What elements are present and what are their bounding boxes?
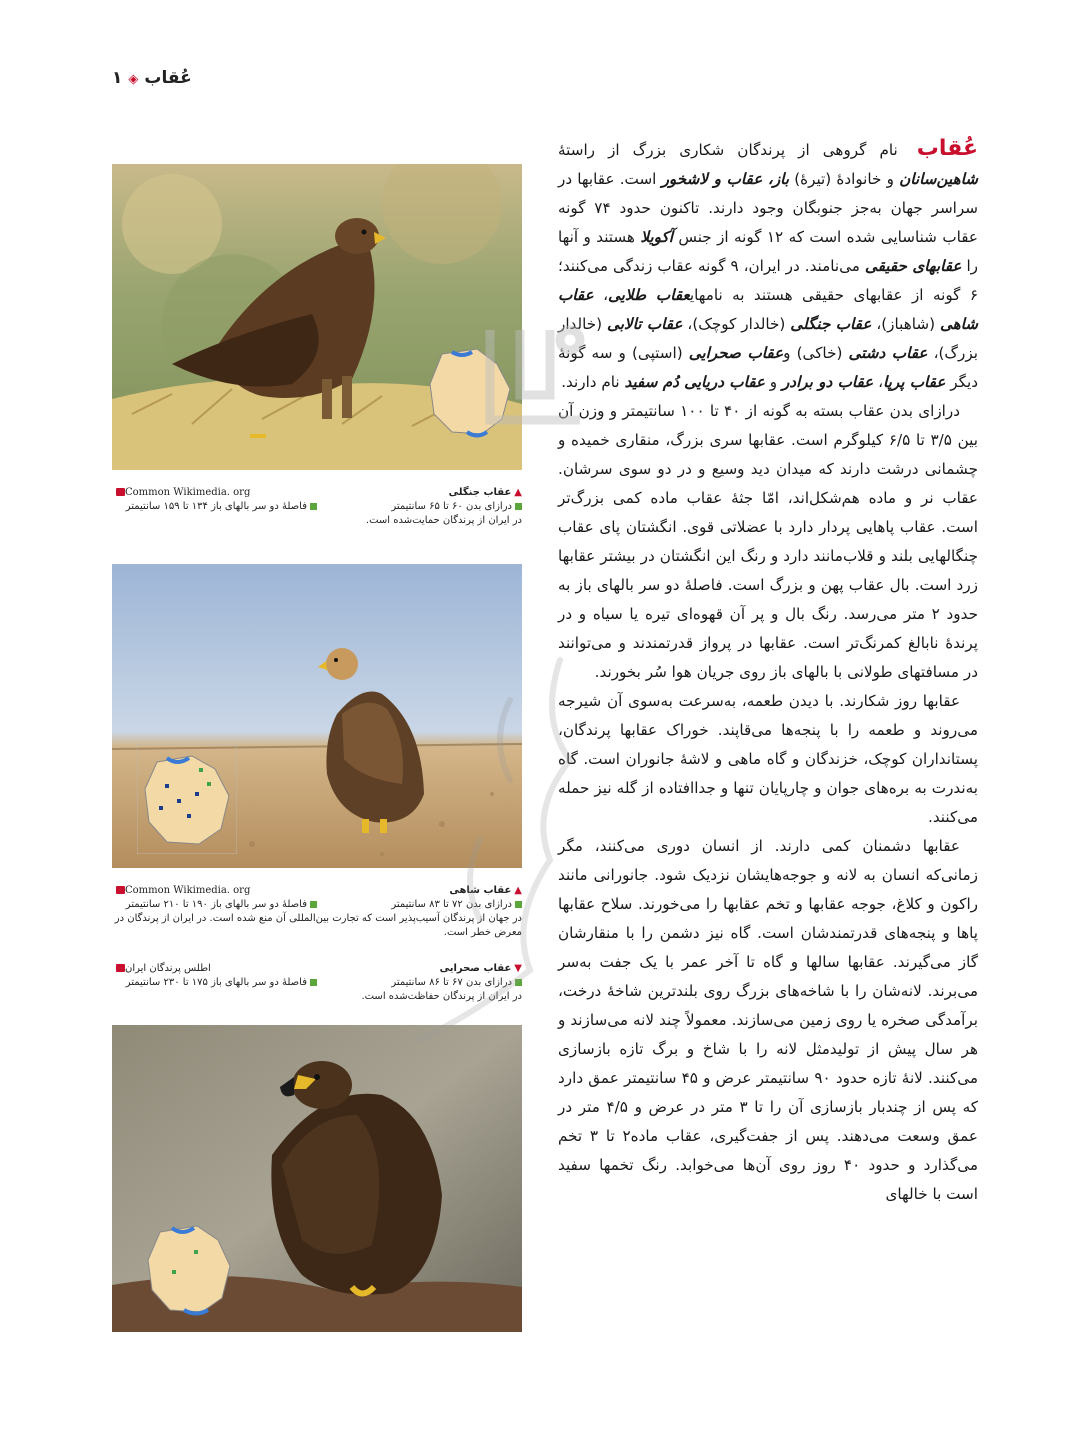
caption-imperial-eagle	[112, 884, 522, 940]
text-run: می‌نامند. در ایران، ۹ گونه عقاب زندگی می‌کنند؛ ۶ گونه از عقابهای حقیقی هستند به نامهای	[558, 257, 978, 304]
article-body	[558, 134, 978, 1209]
text-run: و	[764, 373, 782, 391]
text-run: است. عقابها در سراسر جهان به‌جز جنوبگان وجود دارند. تاکنون حدود ۷۴ گونه عقاب شناسایی شده است که ۱۲ گونه از جنس	[558, 170, 978, 246]
text-run: (شاهباز)،	[871, 315, 940, 333]
article-paragraph-1	[558, 134, 978, 397]
camera-icon	[116, 964, 125, 972]
body-length: درازای بدن ۶۷ تا ۸۶ سانتیمتر	[391, 977, 512, 988]
page-title: عُقاب	[144, 68, 192, 88]
bold-term: آکویلا	[640, 228, 673, 246]
photo-lesser-spotted-eagle	[112, 164, 522, 470]
page-number: ۱	[112, 68, 123, 88]
bold-term: عقاب جنگلی	[790, 315, 872, 333]
bold-term: عقاب پرپا	[882, 373, 946, 391]
bold-term: باز، عقاب و لاشخور	[661, 170, 790, 188]
species-name: عقاب شاهی	[449, 885, 512, 896]
text-run: ،	[593, 286, 608, 304]
bold-term: عقاب دو برادر	[781, 373, 874, 391]
wingspan: فاصلهٔ دو سر بالهای باز ۱۳۴ تا ۱۵۹ سانتیمتر	[125, 501, 307, 512]
text-run: (خاکی) و	[783, 344, 849, 362]
wingspan: فاصلهٔ دو سر بالهای باز ۱۹۰ تا ۲۱۰ سانتیمتر	[125, 899, 307, 910]
bold-term: عقاب دشتی	[848, 344, 928, 362]
triangle-icon: ▲	[514, 885, 522, 896]
article-paragraph-4: عقابها دشمنان کمی دارند. از انسان دوری می‌کنند، مگر زمانی‌که انسان به لانه و جوجه‌هایشان نزدیک شود. جانورانی مانند راکون و کلاغ، جوجه عقابها و تخم عقابها را می‌خورند. سلاح عقابها پاها و پنجه‌های قدرتمندشان است. گاه نیز دشمن را با منقارشان گاز می‌گیرند. عقابها سالها و گاه تا آخر عمر با یک جفت به‌سر می‌برند. لانه‌شان را با شاخه‌های بزرگ روی بلندترین شاخهٔ درخت، برآمدگی صخره یا روی زمین می‌سازند. معمولاً چند لانه می‌سازند و هر سال پیش از تولیدمثل لانه را با شاخ و برگ تازه بازسازی می‌کنند. لانهٔ تازه حدود ۹۰ سانتیمتر عرض و ۴۵ سانتیمتر عمق دارد که پس از چندبار بازسازی آن را تا ۳ متر در عرض و ۴/۵ متر در عمق وسعت می‌دهند. پس از جفت‌گیری، عقاب ماده۲ تا ۳ تخم می‌گذارد و حدود ۴۰ روز روی آن‌ها می‌خوابد. رنگ تخمها سفید است با خالهای	[558, 837, 979, 1203]
camera-icon	[116, 488, 125, 496]
body-length: درازای بدن ۷۲ تا ۸۳ سانتیمتر	[391, 899, 512, 910]
square-bullet-icon	[310, 503, 317, 510]
text-run: نام گروهی از پرندگان شکاری بزرگ از راستهٔ	[558, 141, 911, 159]
bold-term: عقاب صحرایی	[688, 344, 784, 362]
photo-imperial-eagle	[112, 564, 522, 868]
bold-term: عقابهای حقیقی	[864, 257, 962, 275]
text-run: نام دارند.	[561, 373, 625, 391]
species-name: عقاب صحرایی	[439, 963, 512, 974]
photo-source: Common Wikimedia. org	[125, 487, 251, 498]
square-bullet-icon	[515, 901, 522, 908]
body-length: درازای بدن ۶۰ تا ۶۵ سانتیمتر	[391, 501, 512, 512]
triangle-icon: ▼	[514, 963, 522, 974]
bold-term: عقاب شاهی	[558, 286, 978, 333]
text-run: (استپی) و سه گونهٔ دیگر	[558, 344, 978, 391]
lead-word: عُقاب	[916, 136, 978, 161]
wingspan: فاصلهٔ دو سر بالهای باز ۱۷۵ تا ۲۳۰ سانتیمتر	[125, 977, 307, 988]
bold-term: عقاب تالابی	[607, 315, 683, 333]
photo-source: Common Wikimedia. org	[125, 885, 251, 896]
text-run: ،	[873, 373, 883, 391]
square-bullet-icon	[515, 503, 522, 510]
page-header	[112, 68, 192, 88]
camera-icon	[116, 886, 125, 894]
caption-lesser-spotted-eagle	[112, 486, 522, 528]
species-name: عقاب جنگلی	[448, 487, 512, 498]
text-run: و خانوادهٔ (تیرهٔ)	[789, 170, 900, 188]
conservation-note: در ایران از پرندگان حفاظت‌شده است.	[361, 991, 522, 1002]
caption-steppe-eagle	[112, 962, 522, 1004]
bold-term: عقاب طلایی	[608, 286, 690, 304]
triangle-icon: ▲	[514, 487, 522, 498]
square-bullet-icon	[310, 979, 317, 986]
diamond-icon: ◈	[128, 72, 139, 87]
conservation-note: در جهان از پرندگان آسیب‌پذیر است که تجارت بین‌المللی آن منع شده است. در ایران از پرندگان در معرض خطر است.	[114, 913, 522, 938]
conservation-note: در ایران از پرندگان حمایت‌شده است.	[365, 515, 522, 526]
photo-source: اطلس پرندگان ایران	[125, 963, 211, 974]
bold-term: شاهین‌سانان	[899, 170, 979, 188]
square-bullet-icon	[515, 979, 522, 986]
article-paragraph-2: درازای بدن عقاب بسته به گونه از ۴۰ تا ۱۰۰ سانتیمتر و وزن آن بین ۳/۵ تا ۶/۵ کیلوگرم است. عقابها سری بزرگ، منقاری خمیده و چشمانی درشت دارند که میدان دید وسیع و در دو سوی سرشان. عقاب نر و ماده هم‌شکل‌اند، امّا جثهٔ عقاب ماده کمی بزرگ‌تر است. عقاب پاهایی پردار دارد با عضلاتی قوی. انگشتان پای عقاب چنگالهایی بلند و قلاب‌مانند دارد و رنگ این انگشتان در بیشتر عقابها زرد است. بال عقاب پهن و بزرگ است. فاصلهٔ دو سر بالهای باز به حدود ۲ متر می‌رسد. رنگ بال و پر آن قهوه‌ای تیره یا سیاه و در پرندهٔ نابالغ کمرنگ‌تر است. عقابها در پرواز قدرتمندند و می‌توانند در مسافتهای طولانی با بالهای باز روی جریان هوا سُر بخورند.	[558, 402, 978, 681]
text-run: هستند و آنها را	[558, 228, 979, 275]
square-bullet-icon	[310, 901, 317, 908]
bold-term: عقاب دریایی دُم سفید	[624, 373, 765, 391]
text-run: (خالدار کوچک)،	[682, 315, 791, 333]
article-paragraph-3: عقابها روز شکارند. با دیدن طعمه، به‌سرعت به‌سوی آن شیرجه می‌روند و طعمه را با پنجه‌ها می‌قاپند. خوراک عقابها پرندگان، پستانداران کوچک، خزندگان و گاه ماهی و لاشهٔ جانوران است. گاه به‌ندرت به بره‌های جوان و چارپایان تنها و جداافتاده از گله نیز حمله می‌کنند.	[558, 692, 978, 826]
text-run: (خالدار بزرگ)،	[558, 315, 978, 362]
photo-steppe-eagle	[112, 1025, 522, 1332]
